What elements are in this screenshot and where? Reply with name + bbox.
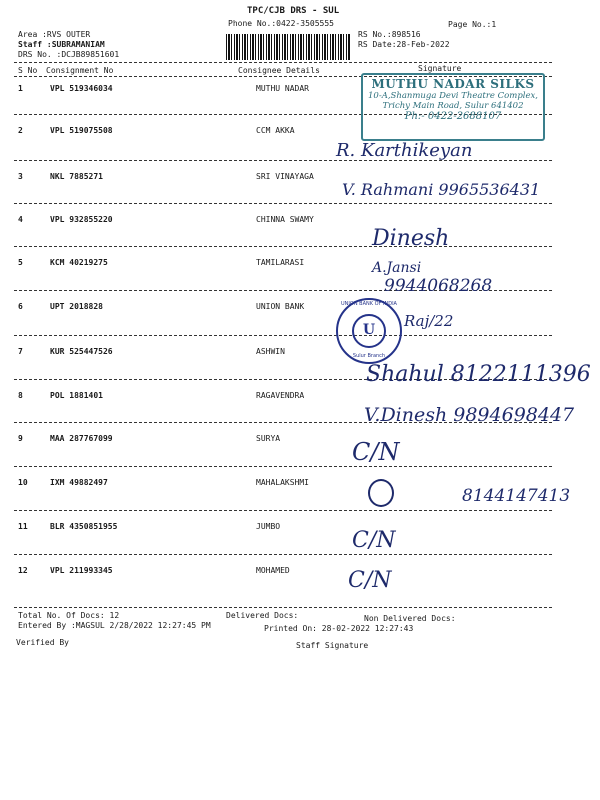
area-label: Area :RVS OUTER [18, 30, 91, 39]
row-consignment-no: KCM 40219275 [50, 258, 108, 267]
row-consignment-no: BLR 4350851955 [50, 522, 118, 531]
row-consignee: SURYA [256, 434, 281, 443]
signature-row-10: 8144147413 [462, 486, 571, 506]
col-sno: S No [18, 66, 38, 75]
phone-number: Phone No.:0422-3505555 [228, 19, 334, 28]
non-delivered-docs: Non Delivered Docs: [364, 614, 456, 623]
row-sno: 2 [18, 126, 23, 135]
row-divider [14, 246, 552, 247]
verified-by: Verified By [16, 638, 69, 647]
row-sno: 4 [18, 215, 23, 224]
signature-row-12: C/N [348, 568, 392, 593]
row-sno: 1 [18, 84, 23, 93]
total-docs: Total No. Of Docs: 12 [18, 611, 120, 620]
stamp-name: MUTHU NADAR SILKS [371, 77, 535, 91]
row-consignee: TAMILARASI [256, 258, 305, 267]
row-consignee: UNION BANK [256, 302, 305, 311]
signature-row-8: V.Dinesh 9894698447 [364, 404, 575, 426]
seal-text-bottom: Sulur Branch [352, 353, 386, 359]
row-consignment-no: VPL 519075508 [50, 126, 113, 135]
row-consignee: SRI VINAYAGA [256, 172, 314, 181]
col-signature: Signature [418, 64, 462, 73]
signature-row-3: V. Rahmani 9965536431 [342, 180, 541, 199]
signature-row-2: R. Karthikeyan [336, 140, 473, 161]
divider [14, 62, 552, 63]
row-consignment-no: NKL 7885271 [50, 172, 103, 181]
row-sno: 7 [18, 347, 23, 356]
union-bank-logo-icon: U [362, 322, 376, 338]
row-consignment-no: VPL 519346034 [50, 84, 113, 93]
row-divider [14, 510, 552, 511]
seal-text-top: UNION BANK OF INDIA [341, 301, 397, 307]
row-consignee: MAHALAKSHMI [256, 478, 309, 487]
col-consignee: Consignee Details [238, 66, 320, 75]
row-divider [14, 466, 552, 467]
signature-row-7: Shahul 8122111396 [366, 362, 591, 387]
signature-row-6: Raj/22 [404, 312, 454, 330]
signature-row-9: C/N [352, 438, 400, 466]
stamp-address-1: 10-A,Shanmuga Devi Theatre Complex, [368, 91, 538, 101]
signature-row-5a: A.Jansi [372, 260, 422, 276]
row-consignee: CCM AKKA [256, 126, 295, 135]
row-sno: 12 [18, 566, 28, 575]
printed-on: Printed On: 28-02-2022 12:27:43 [264, 624, 414, 633]
row-divider [14, 335, 552, 336]
row-divider [14, 203, 552, 204]
row-consignee: ASHWIN [256, 347, 285, 356]
stamp-phone: Ph:- 0422-2688107 [404, 111, 502, 122]
row-sno: 9 [18, 434, 23, 443]
union-bank-seal [336, 298, 402, 364]
row-consignment-no: VPL 932855220 [50, 215, 113, 224]
thumbprint-icon [368, 479, 394, 507]
row-consignment-no: IXM 49882497 [50, 478, 108, 487]
entered-by: Entered By :MAGSUL 2/28/2022 12:27:45 PM [18, 621, 211, 630]
rs-number: RS No.:898516 [358, 30, 421, 39]
row-sno: 3 [18, 172, 23, 181]
row-sno: 6 [18, 302, 23, 311]
drs-number: DRS No. :DCJB89851601 [18, 50, 120, 59]
barcode [226, 34, 350, 60]
staff-signature: Staff Signature [296, 641, 369, 650]
stamp-address-2: Trichy Main Road, Sulur 641402 [382, 101, 524, 111]
row-divider [14, 554, 552, 555]
signature-row-5b: 9944068268 [384, 276, 493, 296]
row-consignee: MOHAMED [256, 566, 290, 575]
company-stamp [361, 73, 545, 141]
col-consignment: Consignment No [46, 66, 114, 75]
row-sno: 5 [18, 258, 23, 267]
row-sno: 10 [18, 478, 28, 487]
divider [14, 607, 552, 608]
row-consignment-no: MAA 287767099 [50, 434, 113, 443]
staff-label: Staff :SUBRAMANIAM [18, 40, 105, 49]
row-consignee: RAGAVENDRA [256, 391, 305, 400]
row-consignee: MUTHU NADAR [256, 84, 309, 93]
row-consignment-no: VPL 211993345 [50, 566, 113, 575]
row-consignee: JUMBO [256, 522, 281, 531]
page-number: Page No.:1 [448, 20, 497, 29]
row-sno: 8 [18, 391, 23, 400]
row-consignment-no: KUR 525447526 [50, 347, 113, 356]
row-sno: 11 [18, 522, 28, 531]
signature-row-4: Dinesh [372, 226, 450, 251]
rs-date: RS Date:28-Feb-2022 [358, 40, 450, 49]
row-consignment-no: UPT 2018828 [50, 302, 103, 311]
row-consignee: CHINNA SWAMY [256, 215, 314, 224]
document-title: TPC/CJB DRS - SUL [247, 6, 340, 16]
row-consignment-no: POL 1881401 [50, 391, 103, 400]
delivered-docs: Delivered Docs: [226, 611, 299, 620]
signature-row-11: C/N [352, 528, 396, 553]
